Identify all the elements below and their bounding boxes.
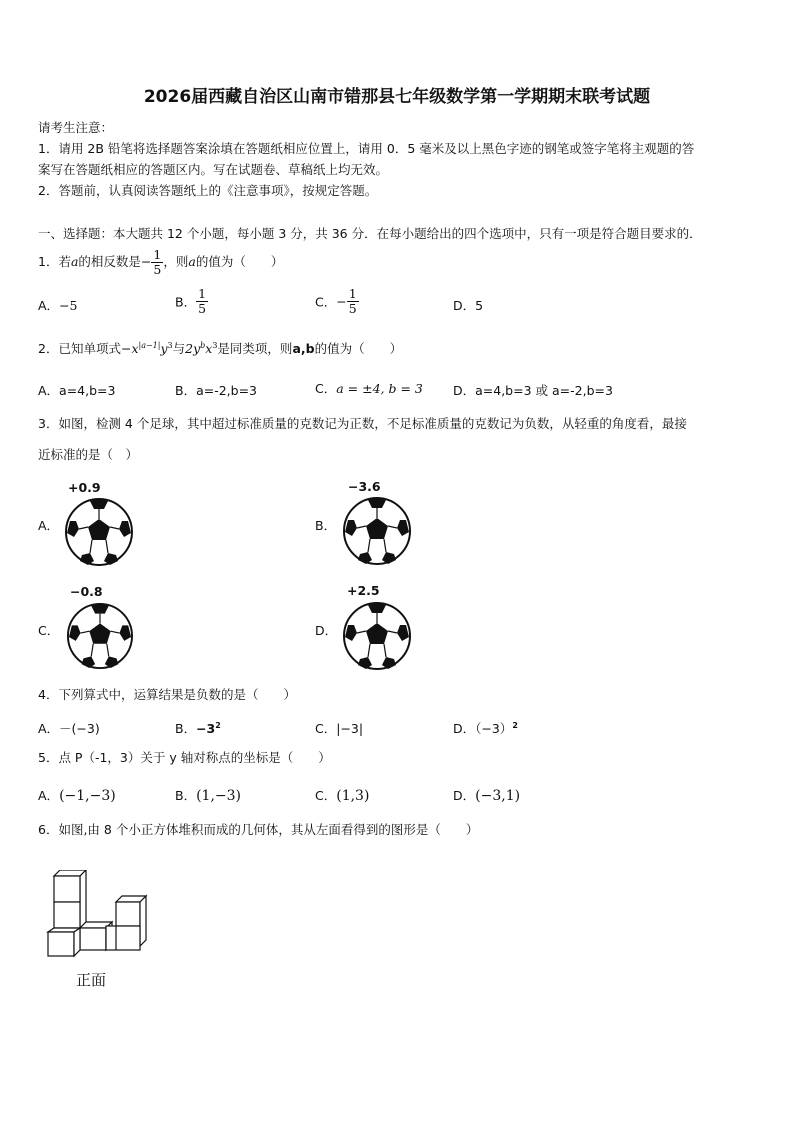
q1-text-b: 的相反数是 xyxy=(78,254,141,269)
soccer-ball-icon xyxy=(66,602,134,670)
q2-option-c: C．a = ±4, b = 3 xyxy=(315,381,423,396)
q1-fraction xyxy=(151,248,163,277)
q1-var-2: a xyxy=(188,254,196,269)
ball-d-value: +2.5 xyxy=(347,583,380,598)
q3-option-b-label: B． xyxy=(315,518,337,533)
question-5-stem: 5．点 P（-1，3）关于 y 轴对称点的坐标是（ ） xyxy=(38,750,331,765)
question-2-stem: 2．已知单项式$-x^{|a-1|}y^3$与$2y^bx^3$是同类项，则a,b的值为（ ） xyxy=(38,341,403,357)
q1-text-c: ，则 xyxy=(163,254,189,269)
question-3-line-2: 近标准的是（ ） xyxy=(38,447,139,462)
q1-text-d: 的值为（ ） xyxy=(195,254,284,269)
q2-option-d: D．a=4,b=3 或 a=-2,b=3 xyxy=(453,383,613,398)
q4-option-d: D．$(-3)^2$ xyxy=(453,720,518,736)
q4-option-c: C．|−3| xyxy=(315,721,364,736)
question-4-stem: 4．下列算式中，运算结果是负数的是（ ） xyxy=(38,687,296,702)
notice-heading: 请考生注意： xyxy=(38,120,114,135)
notice-line-1a: 1．请用 2B 铅笔将选择题答案涂填在答题纸相应位置上，请用 0．5 毫米及以上黑色字迹的钢笔或签字笔将主观题的答 xyxy=(38,141,695,156)
q1-option-c: C．− $\frac{1}{5}$ xyxy=(315,286,357,316)
q2-option-a: A．a=4,b=3 xyxy=(38,383,116,398)
notice-line-2: 2．答题前，认真阅读答题纸上的《注意事项》，按规定答题。 xyxy=(38,183,378,198)
page-title: 2026届西藏自治区山南市错那县七年级数学第一学期期末联考试题 xyxy=(143,87,651,107)
q2-option-b: B．a=-2,b=3 xyxy=(175,383,258,398)
cube-stack-figure xyxy=(44,870,154,962)
section-heading: 一、选择题：本大题共 12 个小题，每小题 3 分，共 36 分．在每小题给出的四个选项中，只有一项是符合题目要求的． xyxy=(38,226,702,241)
soccer-ball-icon xyxy=(342,496,412,566)
q1-frac-den: 5 xyxy=(153,262,162,277)
notice-line-1b: 案写在答题纸相应的答题区内。写在试题卷、草稿纸上均无效。 xyxy=(38,162,389,177)
q1-minus: − xyxy=(140,254,152,269)
q1-text-a: 1．若 xyxy=(38,254,71,269)
q3-option-d-label: D． xyxy=(315,623,338,638)
q4-option-b: B．$-3^2$ xyxy=(175,720,221,736)
ball-b-value: −3.6 xyxy=(348,479,381,494)
soccer-ball-icon xyxy=(64,497,134,567)
q3-option-a-label: A． xyxy=(38,518,60,533)
question-3-line-1: 3．如图，检测 4 个足球，其中超过标准质量的克数记为正数，不足标准质量的克数记为负数，从轻重的角度看，最接 xyxy=(38,416,687,431)
soccer-ball-icon xyxy=(342,601,412,671)
question-1-stem xyxy=(38,248,283,277)
q5-option-d: D．(−3,1) xyxy=(453,788,521,804)
figure-caption: 正面 xyxy=(76,971,107,989)
q5-option-a: A．(−1,−3) xyxy=(38,788,116,804)
q5-option-b: B．(1,−3) xyxy=(175,788,241,804)
ball-a-value: +0.9 xyxy=(68,480,101,495)
q5-option-c: C．(1,3) xyxy=(315,788,370,804)
q1-frac-num: 1 xyxy=(153,247,162,262)
ball-c-value: −0.8 xyxy=(70,584,103,599)
q4-option-a: A．－(−3) xyxy=(38,721,100,736)
q1-option-d: D．5 xyxy=(453,298,484,313)
q1-option-b: B． $\frac{1}{5}$ xyxy=(175,286,207,316)
q1-option-a: A．−5 xyxy=(38,298,78,313)
question-6-stem: 6．如图,由 8 个小正方体堆积而成的几何体，其从左面看得到的图形是（ ） xyxy=(38,822,479,837)
q3-option-c-label: C． xyxy=(38,623,60,638)
q1-var: a xyxy=(70,254,79,269)
